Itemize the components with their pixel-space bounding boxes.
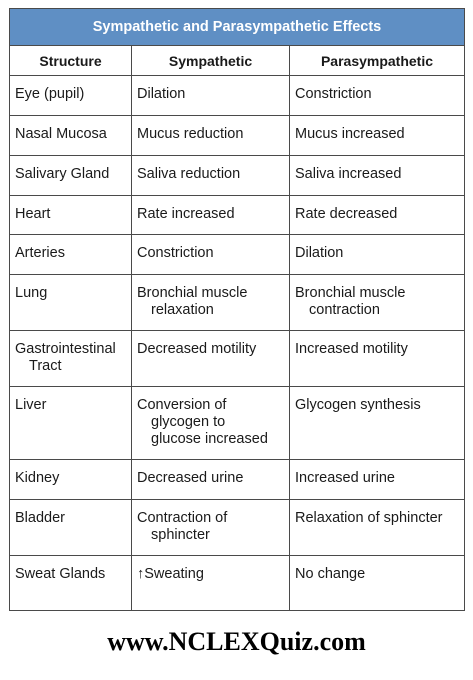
- cell-text: glycogen to: [151, 414, 226, 430]
- cell-text: Constriction: [295, 86, 372, 102]
- cell-sympathetic: [132, 116, 290, 156]
- cell-text: Rate increased: [137, 206, 235, 222]
- cell-text: Eye (pupil): [15, 86, 85, 102]
- cell-text: Kidney: [15, 470, 60, 486]
- table-row: [10, 331, 465, 387]
- cell-text: Mucus reduction: [137, 126, 244, 142]
- cell-text: Tract: [29, 358, 62, 374]
- footer-url: www.NCLEXQuiz.com: [107, 627, 366, 656]
- cell-text: Constriction: [137, 245, 214, 261]
- cell-sympathetic: [132, 331, 290, 387]
- cell-text: Sweat Glands: [15, 566, 106, 582]
- cell-parasympathetic: [290, 331, 465, 387]
- cell-text: Nasal Mucosa: [15, 126, 107, 142]
- cell-text: Saliva reduction: [137, 166, 241, 182]
- table-row: [10, 235, 465, 275]
- cell-text: Liver: [15, 397, 47, 413]
- cell-structure: [10, 76, 132, 116]
- cell-text: contraction: [309, 302, 380, 318]
- table-row: [10, 500, 465, 556]
- table-row: [10, 196, 465, 235]
- effects-table: [9, 8, 465, 611]
- cell-text: Relaxation of sphincter: [295, 510, 443, 526]
- cell-sympathetic: [132, 500, 290, 556]
- table-body: [10, 76, 465, 611]
- cell-sympathetic: [132, 460, 290, 500]
- cell-text: No change: [295, 566, 366, 582]
- cell-structure: [10, 116, 132, 156]
- cell-text: Dilation: [295, 245, 344, 261]
- cell-parasympathetic: [290, 387, 465, 460]
- cell-text: ↑Sweating: [137, 566, 204, 582]
- table-row: [10, 116, 465, 156]
- cell-structure: [10, 460, 132, 500]
- cell-sympathetic: [132, 196, 290, 235]
- cell-parasympathetic: [290, 76, 465, 116]
- cell-text: Decreased urine: [137, 470, 244, 486]
- table-row: [10, 387, 465, 460]
- cell-parasympathetic: [290, 156, 465, 196]
- cell-text: Bronchial muscle: [137, 285, 248, 301]
- table-row: [10, 156, 465, 196]
- cell-sympathetic: [132, 556, 290, 611]
- cell-text: Lung: [15, 285, 48, 301]
- cell-text: Saliva increased: [295, 166, 402, 182]
- cell-structure: [10, 556, 132, 611]
- table-row: [10, 76, 465, 116]
- effects-table-container: [9, 8, 464, 611]
- cell-text: Arteries: [15, 245, 65, 261]
- cell-text: Increased motility: [295, 341, 408, 357]
- cell-sympathetic: [132, 235, 290, 275]
- cell-text: Gastrointestinal: [15, 341, 116, 357]
- cell-sympathetic: [132, 387, 290, 460]
- cell-text: relaxation: [151, 302, 214, 318]
- cell-text: Increased urine: [295, 470, 395, 486]
- cell-text: Salivary Gland: [15, 166, 110, 182]
- cell-text: Dilation: [137, 86, 186, 102]
- cell-text: Rate decreased: [295, 206, 398, 222]
- cell-parasympathetic: [290, 500, 465, 556]
- cell-structure: [10, 235, 132, 275]
- table-row: [10, 275, 465, 331]
- cell-structure: [10, 156, 132, 196]
- cell-parasympathetic: [290, 116, 465, 156]
- cell-text: Contraction of: [137, 510, 228, 526]
- header-sympathetic: Sympathetic: [132, 46, 290, 76]
- cell-parasympathetic: [290, 556, 465, 611]
- cell-parasympathetic: [290, 235, 465, 275]
- cell-sympathetic: [132, 76, 290, 116]
- cell-text: Decreased motility: [137, 341, 257, 357]
- cell-sympathetic: [132, 275, 290, 331]
- cell-text: glucose increased: [151, 431, 268, 447]
- cell-parasympathetic: [290, 196, 465, 235]
- cell-text: Bronchial muscle: [295, 285, 406, 301]
- cell-structure: [10, 196, 132, 235]
- header-structure: Structure: [10, 46, 132, 76]
- table-title: Sympathetic and Parasympathetic Effects: [10, 9, 465, 46]
- cell-text: sphincter: [151, 527, 210, 543]
- cell-text: Conversion of: [137, 397, 227, 413]
- cell-sympathetic: [132, 156, 290, 196]
- cell-parasympathetic: [290, 460, 465, 500]
- header-parasympathetic: Parasympathetic: [290, 46, 465, 76]
- cell-text: Glycogen synthesis: [295, 397, 421, 413]
- cell-text: Mucus increased: [295, 126, 405, 142]
- cell-text: Heart: [15, 206, 51, 222]
- table-row: [10, 460, 465, 500]
- cell-structure: [10, 387, 132, 460]
- cell-structure: [10, 331, 132, 387]
- table-row: [10, 556, 465, 611]
- cell-structure: [10, 275, 132, 331]
- cell-structure: [10, 500, 132, 556]
- cell-parasympathetic: [290, 275, 465, 331]
- cell-text: Bladder: [15, 510, 65, 526]
